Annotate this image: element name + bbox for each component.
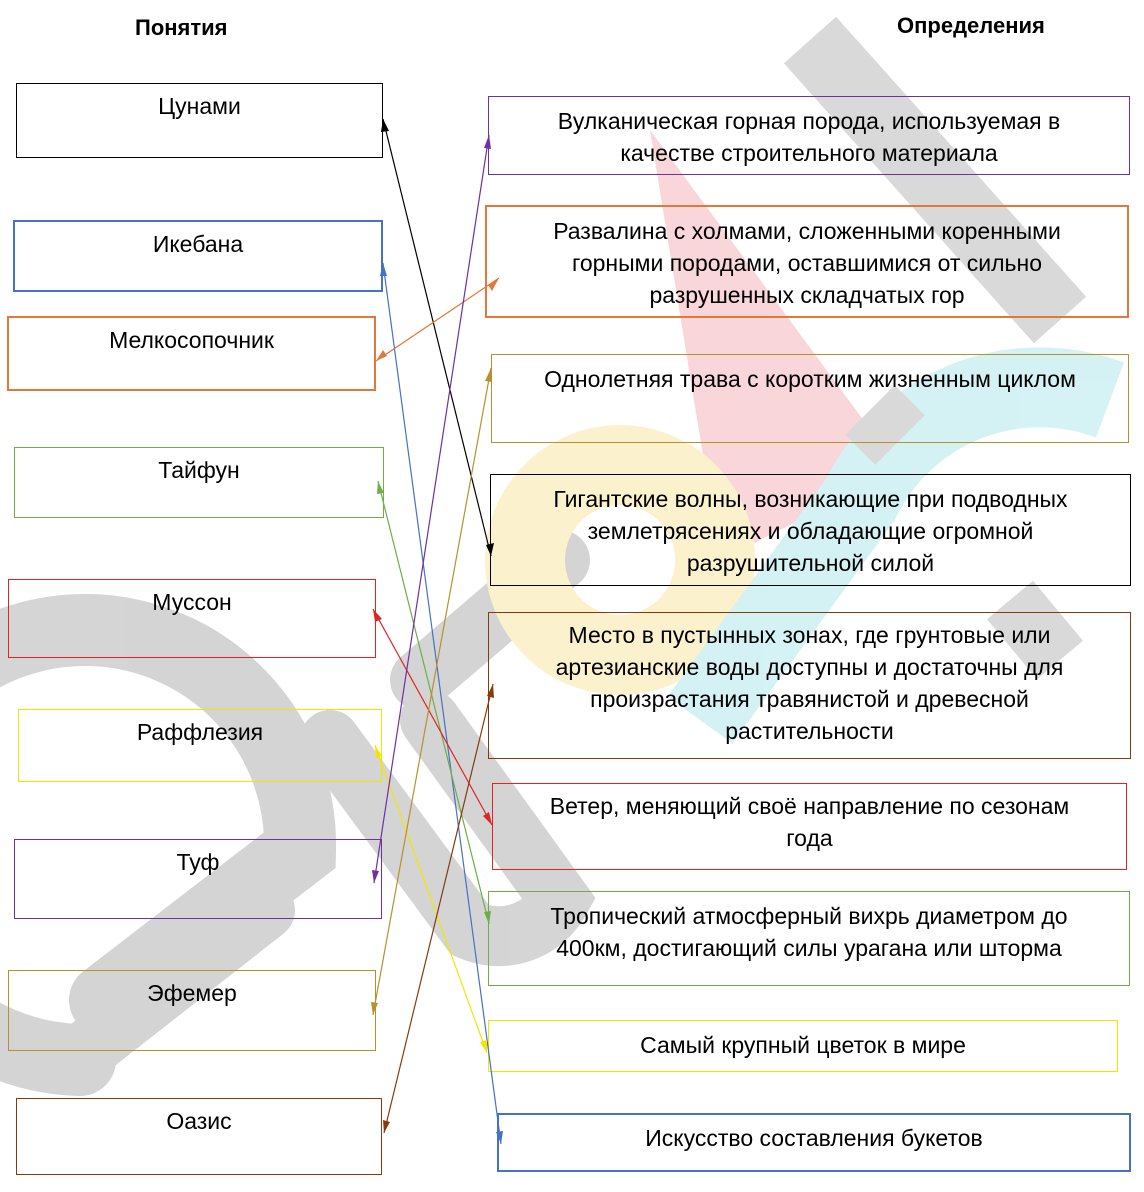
term-box-tuff	[14, 839, 382, 919]
connector-ikebana	[380, 263, 503, 1144]
definition-box-ikebana	[497, 1113, 1131, 1172]
definition-line: произрастания травянистой и древесной	[590, 686, 1029, 712]
term-label: Икебана	[152, 231, 244, 257]
term-label: Туф	[176, 849, 220, 875]
definition-line: Тропический атмосферный вихрь диаметром до	[550, 903, 1068, 929]
definition-box-monsoon	[492, 783, 1127, 870]
definition-line: Ветер, меняющий своё направление по сезонам	[549, 793, 1070, 819]
term-label: Муссон	[152, 589, 232, 615]
definition-line: землетрясениях и обладающие огромной	[587, 518, 1034, 544]
term-box-ephemer	[8, 970, 376, 1051]
term-label: Оазис	[166, 1108, 232, 1134]
definition-line: Самый крупный цветок в мире	[640, 1032, 966, 1058]
definition-line: горными породами, оставшимися от сильно	[571, 250, 1043, 276]
definition-line: года	[786, 825, 833, 851]
term-box-monsoon	[8, 579, 376, 658]
definition-line: Однолетняя трава с коротким жизненным циклом	[544, 366, 1076, 392]
definition-line: артезианские воды доступны и достаточны для	[555, 654, 1064, 680]
connector-ephemer	[371, 368, 492, 1015]
definition-line: 400км, достигающий силы урагана или шторма	[556, 935, 1062, 961]
connector-oasis	[383, 684, 494, 1133]
connector-tsunami	[381, 119, 494, 556]
term-label: Раффлезия	[136, 719, 264, 745]
definition-line: качестве строительного материала	[620, 140, 998, 166]
definition-box-rafflesia	[488, 1020, 1118, 1072]
definition-box-melkosopochnik	[485, 205, 1129, 318]
definition-box-oasis	[488, 612, 1131, 759]
connector-tuff	[372, 135, 491, 883]
term-box-rafflesia	[18, 709, 382, 782]
term-label: Цунами	[158, 93, 241, 119]
definition-line: разрушенных складчатых гор	[649, 282, 965, 308]
term-box-typhoon	[14, 447, 384, 518]
connector-melkosopochnik	[376, 278, 499, 361]
term-box-tsunami	[16, 83, 383, 158]
definition-box-tuff	[488, 96, 1130, 175]
connector-typhoon	[377, 481, 491, 924]
terms-header: Понятия	[135, 15, 228, 40]
connector-monsoon	[373, 609, 492, 825]
term-label: Мелкосопочник	[109, 327, 274, 353]
definition-line: Развалина с холмами, сложенными коренными	[553, 218, 1061, 244]
definition-line: Место в пустынных зонах, где грунтовые или	[568, 622, 1051, 648]
definition-line: Искусство составления букетов	[645, 1125, 983, 1151]
definition-box-ephemer	[491, 354, 1129, 443]
term-box-ikebana	[13, 220, 383, 292]
definition-line: растительности	[725, 718, 894, 744]
definition-line: Гигантские волны, возникающие при подводных	[553, 486, 1068, 512]
definition-box-typhoon	[488, 891, 1130, 986]
term-box-oasis	[16, 1098, 382, 1175]
definition-box-tsunami	[490, 474, 1131, 586]
term-label: Эфемер	[147, 980, 237, 1006]
definitions-header: Определения	[897, 13, 1045, 38]
definition-line: Вулканическая горная порода, используемая в	[557, 108, 1061, 134]
definition-line: разрушительной силой	[686, 550, 935, 576]
term-label: Тайфун	[158, 457, 240, 483]
term-box-melkosopochnik	[7, 316, 376, 391]
connector-rafflesia	[375, 745, 487, 1053]
